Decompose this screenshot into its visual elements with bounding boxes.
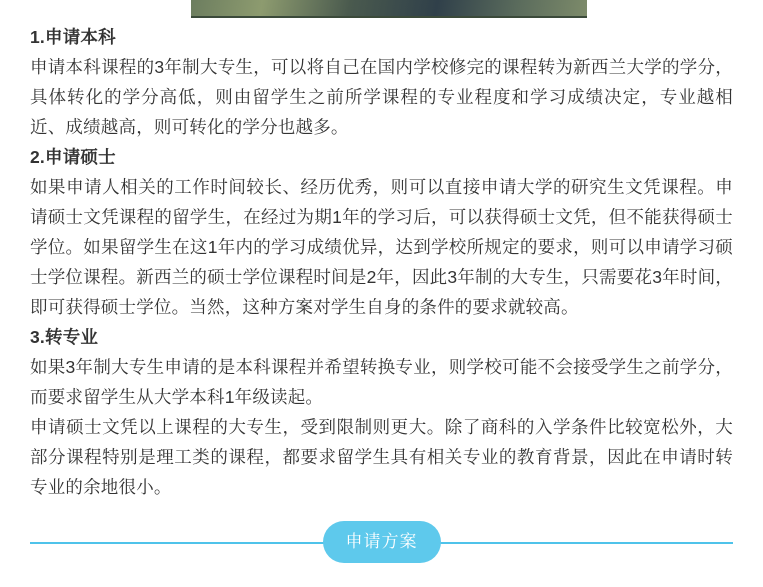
article-body <box>0 16 763 502</box>
section-heading-1: 1.申请本科 <box>30 27 116 47</box>
section-heading-3: 3.转专业 <box>30 327 99 347</box>
section-heading-2: 2.申请硕士 <box>30 147 116 167</box>
section-paragraph-3-1: 如果3年制大专生申请的是本科课程并希望转换专业，则学校可能不会接受学生之前学分，而要求留学生从大学本科1年级读起。 <box>30 357 733 407</box>
apply-plan-button[interactable]: 申请方案 <box>323 521 441 563</box>
section-paragraph-2-1: 如果申请人相关的工作时间较长、经历优秀，则可以直接申请大学的研究生文凭课程。申请硕士文凭课程的留学生，在经过为期1年的学习后，可以获得硕士文凭，但不能获得硕士学位。如果留学生在这1年内的学习成绩优异，达到学校所规定的要求，则可以申请学习硕士学位课程。新西兰的硕士学位课程时间是2年，因此3年制的大专生，只需要花3年时间，即可获得硕士学位。当然，这种方案对学生自身的条件的要求就较高。 <box>30 177 733 317</box>
footer-divider-area <box>0 521 763 565</box>
section-paragraph-3-2: 申请硕士文凭以上课程的大专生，受到限制则更大。除了商科的入学条件比较宽松外，大部分课程特别是理工类的课程，都要求留学生具有相关专业的教育背景，因此在申请时转专业的余地很小。 <box>30 417 733 497</box>
section-paragraph-1-1: 申请本科课程的3年制大专生，可以将自己在国内学校修完的课程转为新西兰大学的学分，具体转化的学分高低，则由留学生之前所学课程的专业程度和学习成绩决定，专业越相近、成绩越高，则可转化的学分也越多。 <box>30 57 733 137</box>
